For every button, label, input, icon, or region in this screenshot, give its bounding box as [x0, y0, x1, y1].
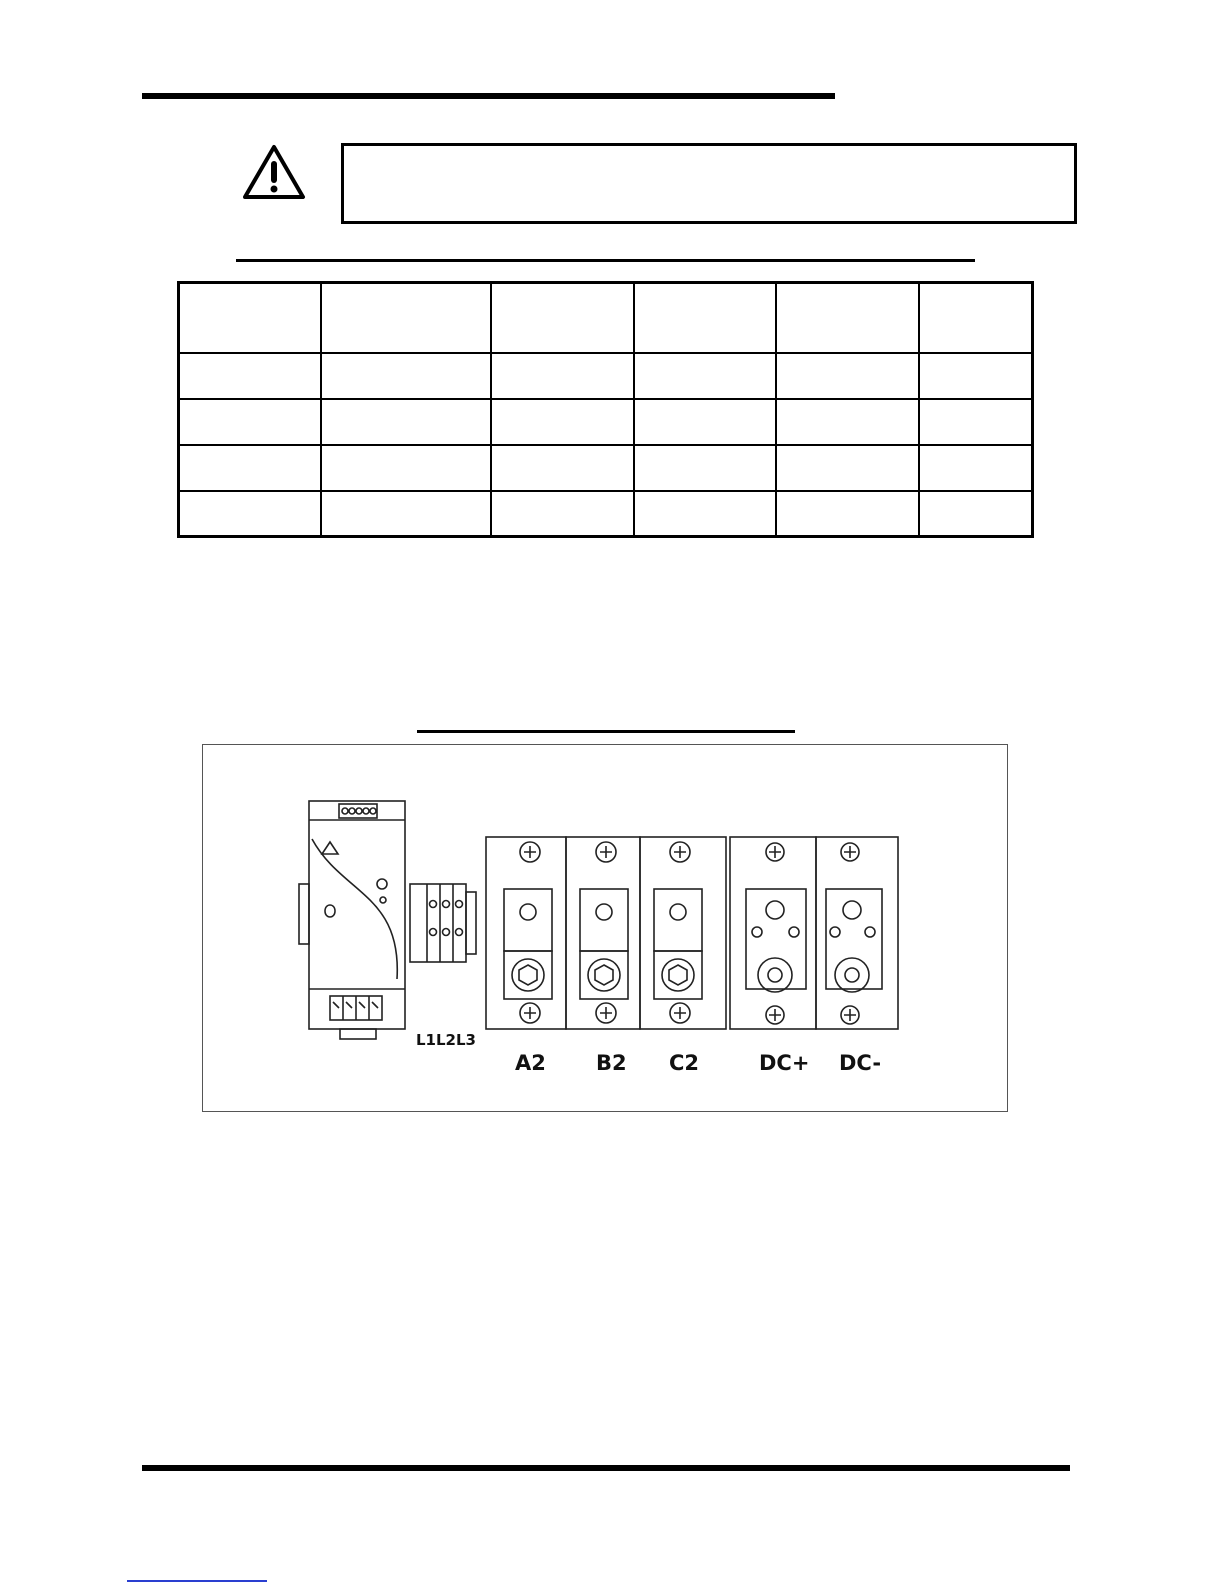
table-cell	[776, 491, 918, 537]
table-cell	[919, 445, 1033, 491]
busbar-b2	[566, 837, 640, 1029]
table-cell	[634, 399, 776, 445]
input-terminal-block	[410, 884, 476, 962]
table-cell	[634, 445, 776, 491]
terminal-label-c2: C2	[669, 1051, 700, 1075]
table-cell	[634, 491, 776, 537]
terminal-label-a2: A2	[515, 1051, 546, 1075]
header-rule	[142, 93, 835, 99]
table-row	[179, 445, 1033, 491]
table-cell	[491, 445, 633, 491]
table-cell	[919, 491, 1033, 537]
terminal-label-dc-minus: DC-	[839, 1051, 882, 1075]
terminal-dc-plus	[730, 837, 816, 1029]
table-cell	[491, 491, 633, 537]
footer-rule	[142, 1465, 1070, 1471]
diagram-title-rule	[417, 730, 795, 733]
table-header-row	[179, 283, 1033, 353]
table-cell	[321, 283, 491, 353]
busbar-c2	[640, 837, 726, 1029]
table-cell	[321, 353, 491, 399]
table-cell	[491, 283, 633, 353]
terminal-label-dc-plus: DC+	[759, 1051, 810, 1075]
table-cell	[634, 353, 776, 399]
warning-box	[341, 143, 1077, 224]
table-cell	[179, 445, 322, 491]
power-supply-unit	[299, 801, 405, 1039]
table-cell	[919, 399, 1033, 445]
table-title-rule	[236, 259, 975, 262]
table-cell	[179, 353, 322, 399]
warning-icon	[242, 143, 306, 201]
table-cell	[179, 283, 322, 353]
table-cell	[919, 283, 1033, 353]
table-cell	[179, 399, 322, 445]
table-row	[179, 491, 1033, 537]
terminal-dc-minus	[816, 837, 898, 1029]
terminal-label-b2: B2	[596, 1051, 627, 1075]
table-cell	[776, 283, 918, 353]
table-cell	[321, 445, 491, 491]
table-cell	[919, 353, 1033, 399]
table-cell	[776, 399, 918, 445]
table-cell	[491, 399, 633, 445]
table-row	[179, 353, 1033, 399]
table-cell	[321, 399, 491, 445]
footer-link-underline[interactable]	[127, 1580, 267, 1582]
busbar-a2	[486, 837, 566, 1029]
table-cell	[179, 491, 322, 537]
table-cell	[776, 353, 918, 399]
table-cell	[491, 353, 633, 399]
table-cell	[321, 491, 491, 537]
psu-input-label-l2: L2	[436, 1031, 456, 1049]
spec-table	[177, 281, 1034, 538]
psu-input-label-l3: L3	[456, 1031, 476, 1049]
psu-input-label-l1: L1	[416, 1031, 436, 1049]
table-row	[179, 399, 1033, 445]
table-cell	[776, 445, 918, 491]
table-cell	[634, 283, 776, 353]
